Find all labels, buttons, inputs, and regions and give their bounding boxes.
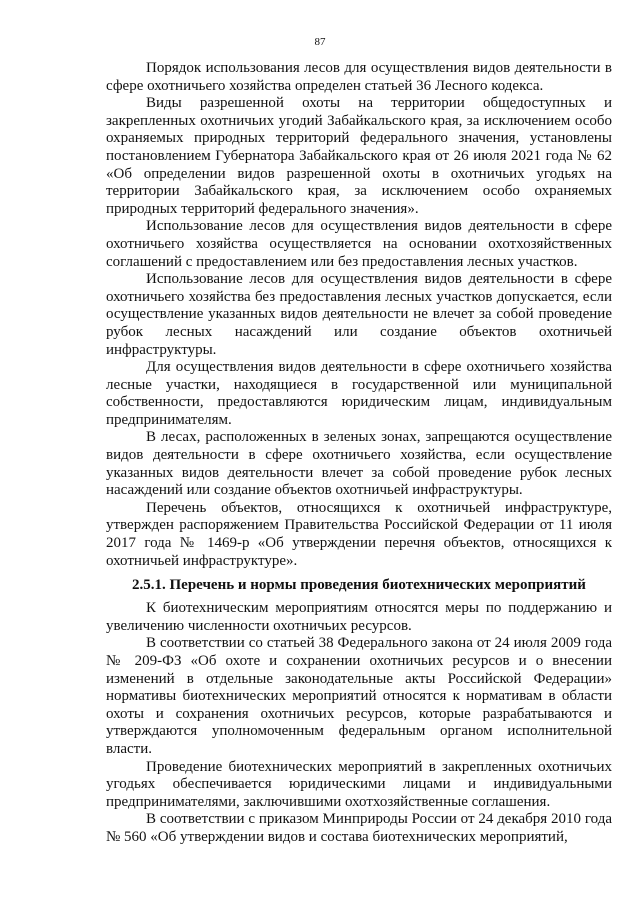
- paragraph: В соответствии со статьей 38 Федерального закона от 24 июля 2009 года № 209-ФЗ «Об охоте и сохранении охотничьих ресурсов и о внесении изменений в отдельные законодательные акты Российской Федерации» нормативы биотехнических мероприятий относятся к нормативам в области охоты и сохранения охотничьих ресурсов, которые разрабатываются и утверждаются уполномоченным федеральным органом исполнительной власти.: [106, 635, 612, 757]
- paragraph: В лесах, расположенных в зеленых зонах, запрещаются осуществление видов деятельности в сфере охотничьего хозяйства, если осуществление указанных видов деятельности влечет за собой проведение рубок лесных насаждений или создание объектов охотничьей инфраструктуры.: [106, 429, 612, 499]
- paragraph: Порядок использования лесов для осуществления видов деятельности в сфере охотничьего хозяйства определен статьей 36 Лесного кодекса.: [106, 60, 612, 94]
- section-heading: 2.5.1. Перечень и нормы проведения биотехнических мероприятий: [132, 577, 586, 594]
- page-body: [106, 60, 612, 847]
- paragraph: В соответствии с приказом Минприроды России от 24 декабря 2010 года № 560 «Об утверждении видов и состава биотехнических мероприятий,: [106, 811, 612, 845]
- page-number: 87: [314, 36, 326, 48]
- paragraph: Использование лесов для осуществления видов деятельности в сфере охотничьего хозяйства без предоставления лесных участков допускается, если осуществление указанных видов деятельности не влечет за собой проведение рубок лесных насаждений или создание объектов охотничьей инфраструктуры.: [106, 271, 612, 358]
- paragraph: Перечень объектов, относящихся к охотничьей инфраструктуре, утвержден распоряжением Правительства Российской Федерации от 11 июля 2017 года № 1469-р «Об утверждении перечня объектов, относящихся к охотничьей инфраструктуре».: [106, 499, 612, 569]
- paragraph: Виды разрешенной охоты на территории общедоступных и закрепленных охотничьих угодий Забайкальского края, за исключением особо охраняемых природных территорий федерального значения, установлены постановлением Губернатора Забайкальского края от 26 июля 2021 года № 62 «Об определении видов разрешенной охоты в охотничьих угодьях на территории Забайкальского края, за исключением особо охраняемых природных территорий федерального значения».: [106, 95, 612, 217]
- paragraph: К биотехническим мероприятиям относятся меры по поддержанию и увеличению численности охотничьих ресурсов.: [106, 600, 612, 634]
- paragraph: Для осуществления видов деятельности в сфере охотничьего хозяйства лесные участки, находящиеся в государственной или муниципальной собственности, предоставляются юридическим лицам, индивидуальным предпринимателям.: [106, 359, 612, 428]
- paragraph: Использование лесов для осуществления видов деятельности в сфере охотничьего хозяйства осуществляется на основании охотхозяйственных соглашений с предоставлением или без предоставления лесных участков.: [106, 218, 612, 270]
- paragraph: Проведение биотехнических мероприятий в закрепленных охотничьих угодьях обеспечивается юридическими лицами и индивидуальными предпринимателями, заключившими охотхозяйственные соглашения.: [106, 758, 612, 810]
